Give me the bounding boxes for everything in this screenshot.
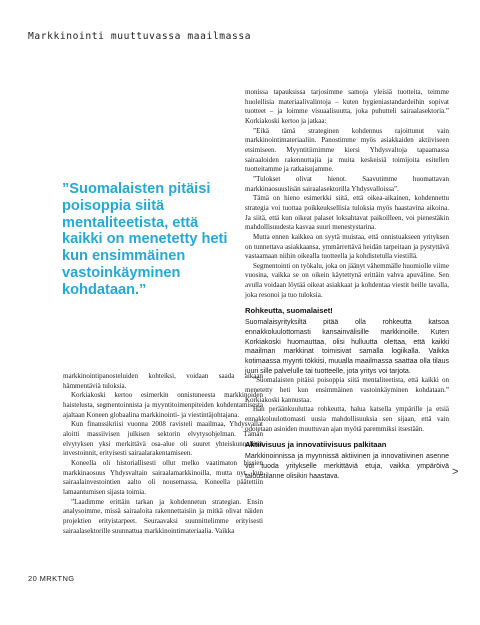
section-heading: Rohkeutta, suomalaiset! — [245, 306, 333, 316]
paragraph: Hän peräänkuuluttaa rohkeutta, halua katsella ympärille ja etsiä ennakkoluulottomasti uusia mahdollisuuksia sen sijaan, että vain odotetaan asioiden muuttuvan ajan myötä paremmiksi itsestään. — [245, 405, 449, 433]
paragraph: Mutta ennen kaikkea on syytä muistaa, että onnistuakseen yrityksen on tunnettava asiakkaansa, ymmärrettävä heidän tarpeitaan ja pystyttävä vastaamaan niihin oikealla tuotteella ja kohdistetulla viestillä. — [245, 232, 449, 261]
paragraph: ”Eikä tämä strateginen kohdennus rajoittunut vain markkinointimateriaaliin. Panostimme myös asiakkaiden aktiiviseen etsimiseen. Myyntitiimimme kiersi Yhdysvaltoja tapaamassa sairaaloiden rakennuttajia ja muita keskeisiä toimijoita esitellen tuotteitamme ja ratkaisujamme. — [245, 126, 449, 174]
page-footer: 20 MRKTNG — [28, 574, 75, 583]
paragraph: ”Laadimme erittäin tarkan ja kohdennetun strategian. Ensin analysoimme, missä sairaaloita rakennettaisiin ja mitkä olivat näiden projektien erityistarpeet. Seuraavaksi suunnittelimme erityisesti sairaalasektorille suunnattua markkinointimateriaalia. Vaikka — [63, 497, 263, 535]
section-heading: Aktiivisuus ja innovatiivisuus palkitaan — [245, 440, 387, 450]
paragraph: Suomalaisyrityksiltä pitää olla rohkeutta katsoa ennakkoluulottomasti kansainvälisille markkinoille. Kuten Korkiakoski huomauttaa, olisi hulluutta olettaa, että kaikki maailman markkinat toimisivat samalla logiikalla. Vaikka kotimaassa myynti tökkisi, muualla maailmassa saattaa olla tilaus juuri sille palvelulle tai tuotteelle, jota yritys voi tarjota. — [245, 319, 449, 375]
paragraph: Koneella oli historiallisesti ollut melko vaatimaton hissien markkinaosuus Yhdysvaltain sairaalamarkkinoilla, mutta nyt, kun sairaalainvestointien aalto oli nousemassa, Koneella päätettiin lamaantumisen sijasta toimia. — [63, 458, 263, 496]
left-column — [63, 372, 263, 536]
paragraph: ”Suomalaisten pitäisi poisoppia siitä mentaliteetista, että kaikki on menetetty heti kun ensimmäinen vastoinkäyminen kohdataan.” Korkiakoski kannustaa. — [245, 376, 449, 404]
paragraph: Segmentointi on työkalu, joka on jäänyt vähemmälle huomiolle viime vuosina, vaikka se on oikein käytettynä erittäin vahva apuväline. Sen avulla voidaan löytää oikeat asiakkaat ja kohdentaa viestit heille tavalla, joka resonoi ja tuo tuloksia. — [245, 261, 449, 299]
paragraph: Kun finanssikriisi vuonna 2008 ravisteli maailmaa, Yhdysvallat aloitti massiivisen julkisen sektorin elvytysohjelman. Tämän elvytyksen yksi merkittävä osa-alue oli suuret yhteiskunnalliset investoinnit, erityisesti sairaalarakentamiseen. — [63, 420, 263, 458]
paragraph: Markkinoinnissa ja myynnissä aktiivinen ja innovatiivinen asenne voi tuoda yritykselle merkittäviä etuja, vaikka ympäröivä taloustilanne olisikin haastava. — [245, 453, 449, 480]
paragraph: ”Tulokset olivat hienot. Saavutimme huomattavan markkinaosuuslisän sairaalasektorilla Yhdysvalloissa”. — [245, 174, 449, 193]
next-page-arrow-icon: > — [452, 466, 459, 478]
paragraph: monissa tapauksissa tarjosimme samoja yleisiä tuotteita, teimme huolellisia materiaalivalintoja – kuten hygieniastandardeihin sopivat tuotteet – ja loimme visuaalisuutta, joka puhutteli sairaalasektoria.” Korkiakoski kertoo ja jatkaa: — [245, 88, 449, 125]
paragraph: Korkiakoski kertoo esimerkin onnistuneesta markkinoiden haistelusta, segmentoinnista ja myyntitoimenpiteiden kohdentamisesta ajaltaan Koneen globaalina markkinointi- ja viestintäjohtajana. — [63, 391, 263, 419]
paragraph: Tämä on hieno esimerkki siitä, että oikea-aikainen, kohdennettu strategia voi tuottaa poikkeuksellisia tuloksia myös haastavina aikoina. Ja siitä, että kun oikeat palaset loksahtavat paikoilleen, voi pienestäkin mahdollisuudesta kasvaa suuri menestystarina. — [245, 194, 449, 232]
paragraph: markkinointipanosteluiden kohteiksi, voidaan saada aikaan hämmentäviä tuloksia. — [63, 372, 263, 390]
right-column — [245, 88, 449, 481]
pull-quote: ”Suomalaisten pitäisi poisoppia siitä mentaliteetista, että kaikki on menetetty heti kun ensimmäinen vastoinkäyminen kohdataan.” — [62, 181, 228, 298]
page-header-title: Markkinointi muuttuvassa maailmassa — [28, 31, 252, 42]
